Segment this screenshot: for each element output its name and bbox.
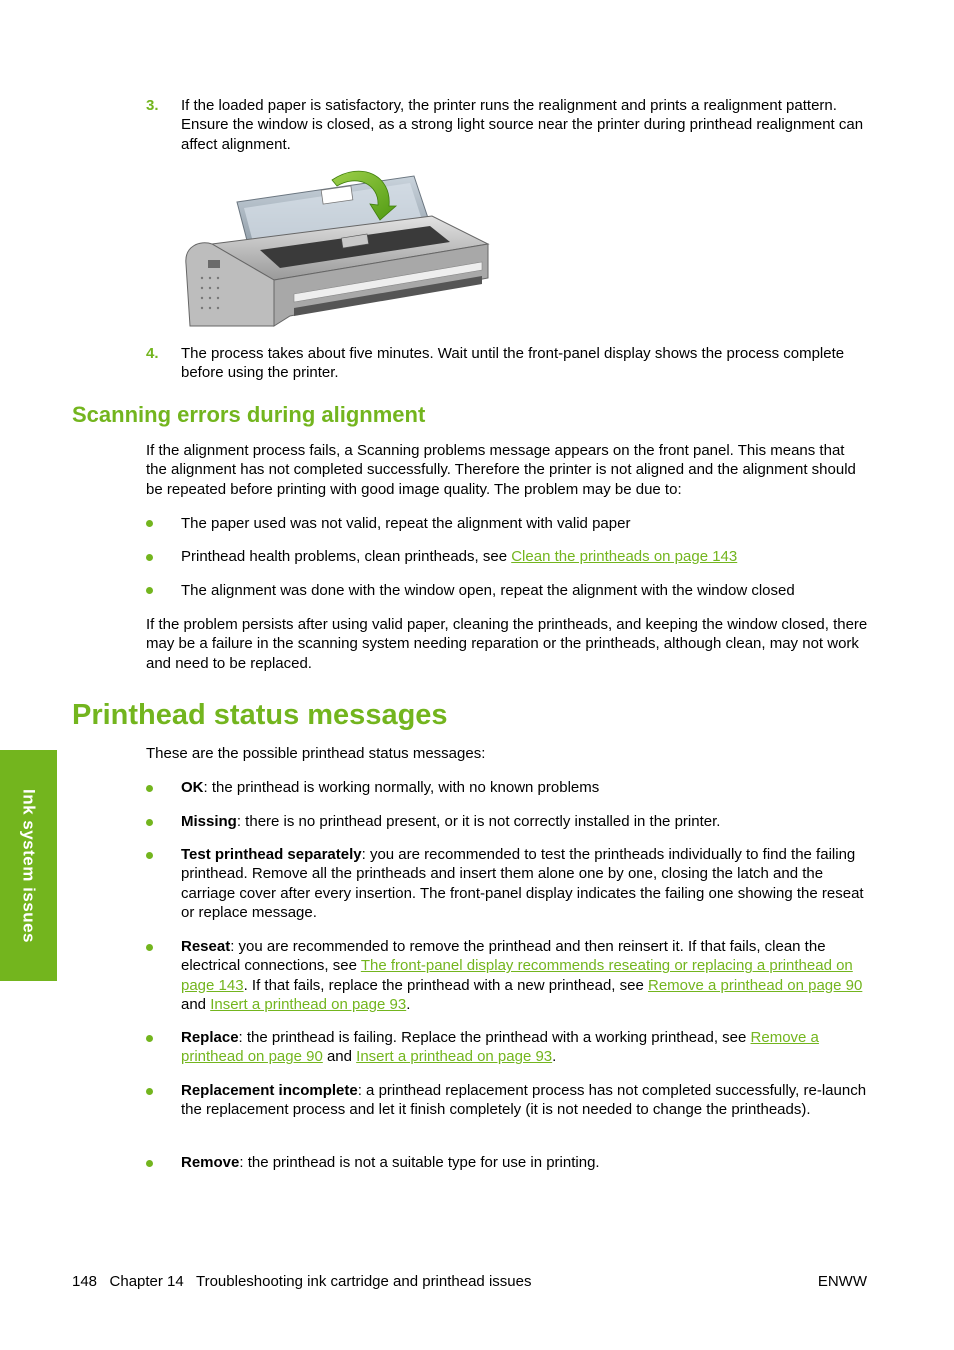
status-description: : a printhead replacement process has not completed successfully, re-launch the replacement process and let it finish completely (it is not needed to change the printheads). — [181, 1082, 867, 1119]
list-item — [181, 778, 871, 797]
status-description: : you are recommended to remove the printhead and then reinsert it. If that fails, clean the electrical connections, see — [181, 938, 826, 975]
link-remove-printhead[interactable]: Remove a printhead on page 90 — [181, 1029, 819, 1066]
bullet-icon — [146, 944, 153, 951]
bullet-icon — [146, 520, 153, 527]
bullet-icon — [146, 554, 153, 561]
list-item — [181, 1081, 871, 1120]
scanning-outro: If the problem persists after using valid paper, cleaning the printheads, and keeping the window closed, there may be a failure in the scanning system needing reparation or the printheads, although clean, may not work and need to be replaced. — [146, 616, 868, 672]
connector-text: and — [322, 1048, 357, 1066]
link-reseat-replace[interactable]: The front-panel display recommends reseating or replacing a printhead on page 143 — [181, 957, 853, 994]
status-term: Missing — [181, 813, 237, 830]
connector-text: and — [181, 995, 211, 1013]
status-description: : the printhead is failing. Replace the printhead with a working printhead, see — [238, 1029, 751, 1046]
footer-page-info: 148 Chapter 14 Troubleshooting ink cartridge and printhead issues — [72, 1273, 532, 1290]
status-term: OK — [181, 779, 204, 796]
section-heading-scanning: Scanning errors during alignment — [72, 402, 426, 427]
bullet-icon — [146, 785, 153, 792]
punctuation: . — [406, 995, 411, 1013]
link-remove-printhead[interactable]: Remove a printhead on page 90 — [648, 976, 863, 994]
scanning-intro: If the alignment process fails, a Scanning problems message appears on the front panel. This means that the alignment has not completed successfully. Therefore the printer is not aligned and the alignment should be repeated before printing with good image quality. The problem may be due to: — [146, 442, 856, 498]
step-text: If the loaded paper is satisfactory, the printer runs the realignment and prints a realignment pattern. Ensure the window is closed, as a strong light source near the printer during printhead realignment can affect alignment. — [181, 97, 864, 153]
bullet-icon — [146, 819, 153, 826]
step-text: The process takes about five minutes. Wait until the front-panel display shows the process complete before using the printer. — [181, 345, 845, 382]
bullet-icon — [146, 852, 153, 859]
status-description: : the printhead is working normally, with no known problems — [203, 779, 600, 796]
link-insert-printhead[interactable]: Insert a printhead on page 93 — [210, 995, 407, 1013]
status-description: : you are recommended to test the printheads individually to find the failing printhead. Remove all the printheads and insert them alone one by one, closing the latch and the carriage cover after every insertion. The front-panel display indicates the failing one showing the reseat or replace message. — [181, 846, 864, 921]
status-description: : there is no printhead present, or it is not correctly installed in the printer. — [236, 813, 721, 830]
link-insert-printhead[interactable]: Insert a printhead on page 93 — [356, 1048, 553, 1066]
status-term: Replace — [181, 1029, 239, 1046]
list-item: The alignment was done with the window open, repeat the alignment with the window closed — [181, 582, 795, 599]
page-heading-status: Printhead status messages — [72, 699, 448, 731]
bullet-icon — [146, 1035, 153, 1042]
status-term: Reseat — [181, 938, 231, 955]
printer-illustration — [182, 166, 490, 328]
list-item-text: Printhead health problems, clean printheads, see — [181, 548, 512, 565]
list-item: The paper used was not valid, repeat the alignment with valid paper — [181, 515, 631, 532]
status-intro: These are the possible printhead status messages: — [146, 745, 486, 762]
step-number: 3. — [146, 97, 159, 114]
list-item — [181, 845, 871, 922]
list-item — [181, 937, 871, 1014]
status-term: Remove — [181, 1154, 240, 1171]
status-description: : the printhead is not a suitable type for use in printing. — [239, 1154, 600, 1171]
status-description: . If that fails, replace the printhead with a new printhead, see — [243, 976, 648, 994]
list-item — [181, 1028, 871, 1067]
bullet-icon — [146, 587, 153, 594]
list-item — [181, 812, 871, 831]
printer-window-icon — [182, 166, 490, 328]
list-item — [181, 1153, 871, 1172]
punctuation: . — [552, 1048, 557, 1066]
status-term: Test printhead separately — [181, 846, 362, 863]
footer-locale: ENWW — [817, 1273, 867, 1290]
side-tab-label: Ink system issues — [19, 788, 39, 943]
status-term: Replacement incomplete — [181, 1082, 358, 1099]
bullet-icon — [146, 1088, 153, 1095]
chapter-side-tab — [0, 750, 57, 981]
link-clean-printheads[interactable]: Clean the printheads on page 143 — [511, 548, 738, 565]
list-item — [181, 547, 871, 566]
step-number: 4. — [146, 345, 159, 362]
bullet-icon — [146, 1160, 153, 1167]
